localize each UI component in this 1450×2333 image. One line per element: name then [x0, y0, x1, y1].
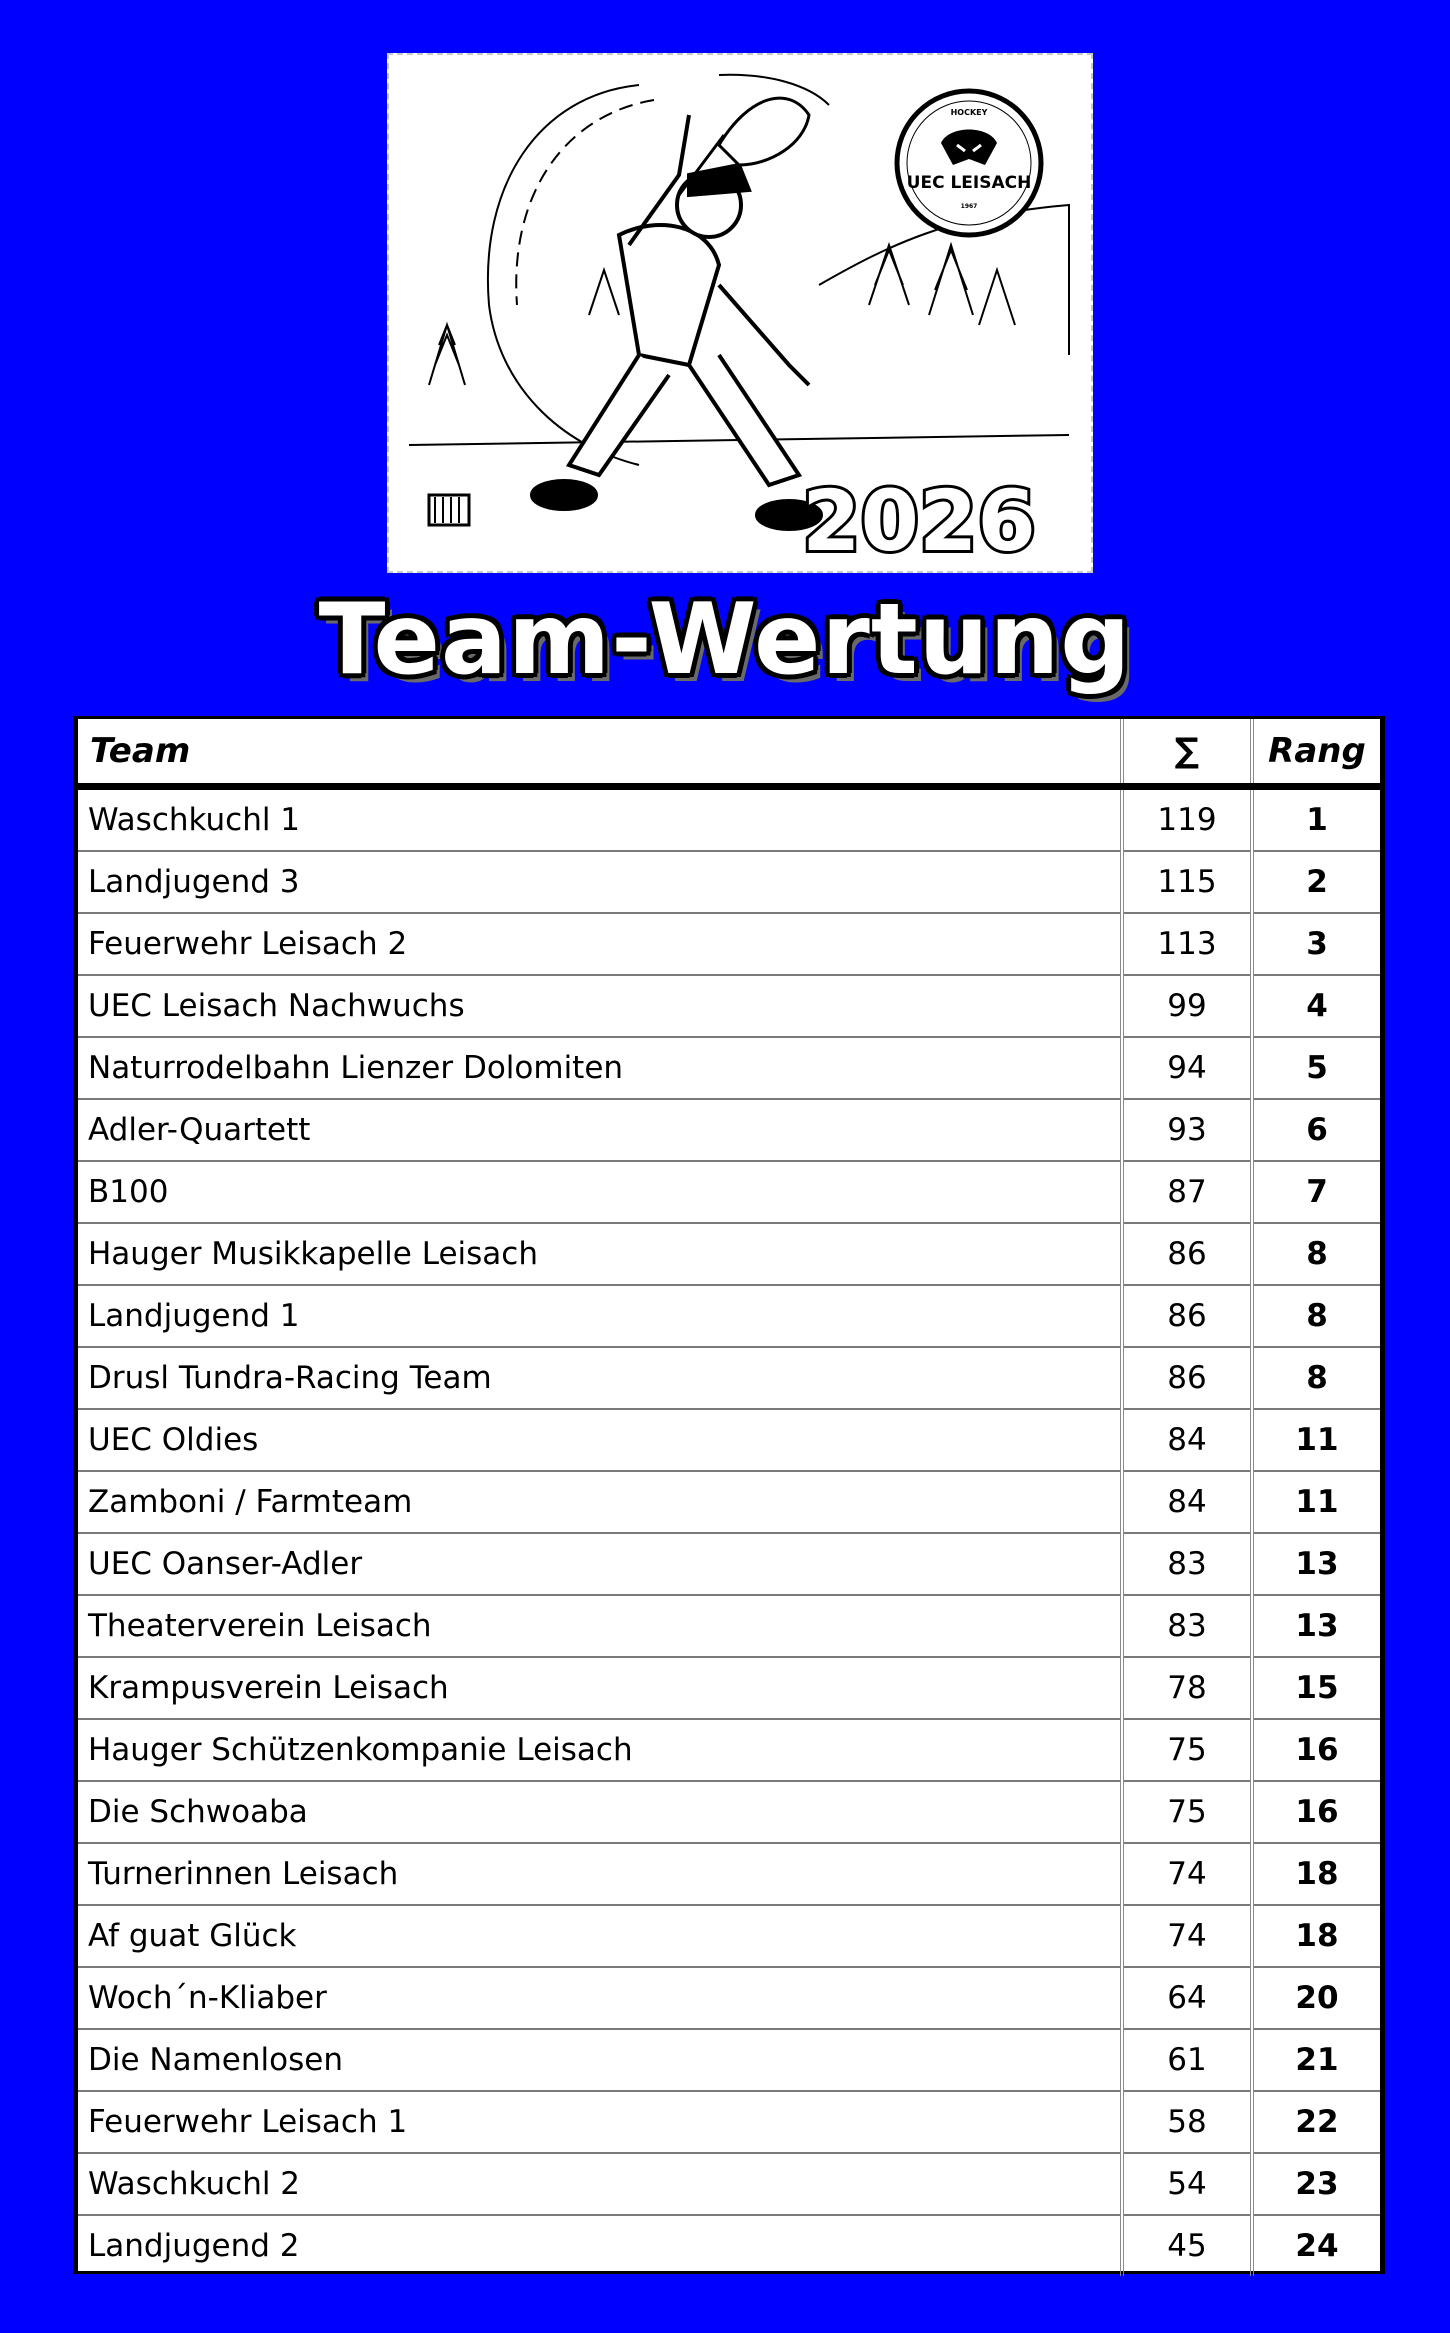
team-cell: Turnerinnen Leisach [78, 1843, 1122, 1905]
team-cell: Zamboni / Farmteam [78, 1471, 1122, 1533]
sum-cell: 75 [1122, 1719, 1252, 1781]
rang-cell: 8 [1252, 1347, 1380, 1409]
ranking-table [78, 719, 1380, 2276]
sum-cell: 84 [1122, 1471, 1252, 1533]
team-cell: Landjugend 1 [78, 1285, 1122, 1347]
rang-cell: 18 [1252, 1905, 1380, 1967]
sum-cell: 74 [1122, 1905, 1252, 1967]
event-poster [387, 53, 1093, 573]
sum-cell: 54 [1122, 2153, 1252, 2215]
table-row [78, 1037, 1380, 1099]
table-row [78, 787, 1380, 852]
page-title: Team-Wertung [318, 583, 1132, 697]
logo-founded-text: 1967 [960, 203, 978, 210]
table-row [78, 1223, 1380, 1285]
team-cell: Waschkuchl 1 [78, 787, 1122, 852]
sum-cell: 86 [1122, 1285, 1252, 1347]
rang-cell: 5 [1252, 1037, 1380, 1099]
rang-cell: 4 [1252, 975, 1380, 1037]
team-cell: Krampusverein Leisach [78, 1657, 1122, 1719]
table-row [78, 1843, 1380, 1905]
rang-cell: 22 [1252, 2091, 1380, 2153]
sum-cell: 93 [1122, 1099, 1252, 1161]
rang-cell: 13 [1252, 1533, 1380, 1595]
sum-cell: 86 [1122, 1347, 1252, 1409]
rang-cell: 13 [1252, 1595, 1380, 1657]
team-cell: Waschkuchl 2 [78, 2153, 1122, 2215]
sum-cell: 86 [1122, 1223, 1252, 1285]
sum-cell: 99 [1122, 975, 1252, 1037]
table-row [78, 1099, 1380, 1161]
column-header-rang: Rang [1252, 719, 1380, 787]
club-logo [897, 91, 1041, 235]
column-header-team: Team [78, 719, 1122, 787]
team-cell: B100 [78, 1161, 1122, 1223]
team-cell: Hauger Schützenkompanie Leisach [78, 1719, 1122, 1781]
table-row [78, 2029, 1380, 2091]
table-row [78, 1285, 1380, 1347]
sum-cell: 74 [1122, 1843, 1252, 1905]
rang-cell: 1 [1252, 787, 1380, 852]
sum-cell: 119 [1122, 787, 1252, 852]
table-row [78, 913, 1380, 975]
rang-cell: 15 [1252, 1657, 1380, 1719]
team-cell: Woch´n-Kliaber [78, 1967, 1122, 2029]
rang-cell: 2 [1252, 851, 1380, 913]
team-cell: Theaterverein Leisach [78, 1595, 1122, 1657]
table-row [78, 2091, 1380, 2153]
team-cell: Drusl Tundra-Racing Team [78, 1347, 1122, 1409]
table-row [78, 1781, 1380, 1843]
rang-cell: 24 [1252, 2215, 1380, 2276]
rang-cell: 11 [1252, 1409, 1380, 1471]
column-header-sum: ∑ [1122, 719, 1252, 787]
rang-cell: 7 [1252, 1161, 1380, 1223]
rang-cell: 16 [1252, 1781, 1380, 1843]
table-row [78, 1905, 1380, 1967]
rang-cell: 3 [1252, 913, 1380, 975]
team-cell: Feuerwehr Leisach 2 [78, 913, 1122, 975]
logo-top-text: HOCKEY [950, 108, 988, 117]
table-row [78, 1657, 1380, 1719]
sum-cell: 83 [1122, 1595, 1252, 1657]
table-row [78, 1409, 1380, 1471]
team-cell: Naturrodelbahn Lienzer Dolomiten [78, 1037, 1122, 1099]
table-row [78, 1595, 1380, 1657]
table-row [78, 1471, 1380, 1533]
sum-cell: 58 [1122, 2091, 1252, 2153]
sum-cell: 87 [1122, 1161, 1252, 1223]
rang-cell: 23 [1252, 2153, 1380, 2215]
team-cell: Adler-Quartett [78, 1099, 1122, 1161]
table-row [78, 1161, 1380, 1223]
table-row [78, 1347, 1380, 1409]
rang-cell: 6 [1252, 1099, 1380, 1161]
sum-cell: 78 [1122, 1657, 1252, 1719]
sum-cell: 84 [1122, 1409, 1252, 1471]
sum-cell: 94 [1122, 1037, 1252, 1099]
team-cell: Feuerwehr Leisach 1 [78, 2091, 1122, 2153]
rang-cell: 18 [1252, 1843, 1380, 1905]
sum-cell: 75 [1122, 1781, 1252, 1843]
team-cell: UEC Leisach Nachwuchs [78, 975, 1122, 1037]
table-row [78, 1533, 1380, 1595]
team-cell: Landjugend 2 [88, 2228, 300, 2264]
rang-cell: 8 [1252, 1223, 1380, 1285]
team-cell: Af guat Glück [78, 1905, 1122, 1967]
rang-cell: 11 [1252, 1471, 1380, 1533]
curler-illustration [389, 55, 1091, 571]
rang-cell: 21 [1252, 2029, 1380, 2091]
table-header-row [78, 719, 1380, 787]
team-cell: UEC Oanser-Adler [78, 1533, 1122, 1595]
ranking-table-container [73, 716, 1385, 2274]
team-cell: UEC Oldies [78, 1409, 1122, 1471]
team-cell: Die Namenlosen [78, 2029, 1122, 2091]
team-cell: Landjugend 3 [78, 851, 1122, 913]
table-row [78, 2215, 1380, 2276]
team-cell: Hauger Musikkapelle Leisach [78, 1223, 1122, 1285]
sum-cell: 45 [1122, 2215, 1252, 2276]
table-row [78, 1967, 1380, 2029]
sum-cell: 113 [1122, 913, 1252, 975]
sum-cell: 61 [1122, 2029, 1252, 2091]
logo-name-text: UEC LEISACH [906, 173, 1032, 193]
table-row [78, 975, 1380, 1037]
rang-cell: 8 [1252, 1285, 1380, 1347]
rang-cell: 16 [1252, 1719, 1380, 1781]
sum-cell: 83 [1122, 1533, 1252, 1595]
table-row [78, 1719, 1380, 1781]
sum-cell: 115 [1122, 851, 1252, 913]
sum-cell: 64 [1122, 1967, 1252, 2029]
poster-year: 2026 [802, 472, 1036, 570]
team-cell: Die Schwoaba [78, 1781, 1122, 1843]
table-row [78, 2153, 1380, 2215]
rang-cell: 20 [1252, 1967, 1380, 2029]
table-row [78, 851, 1380, 913]
